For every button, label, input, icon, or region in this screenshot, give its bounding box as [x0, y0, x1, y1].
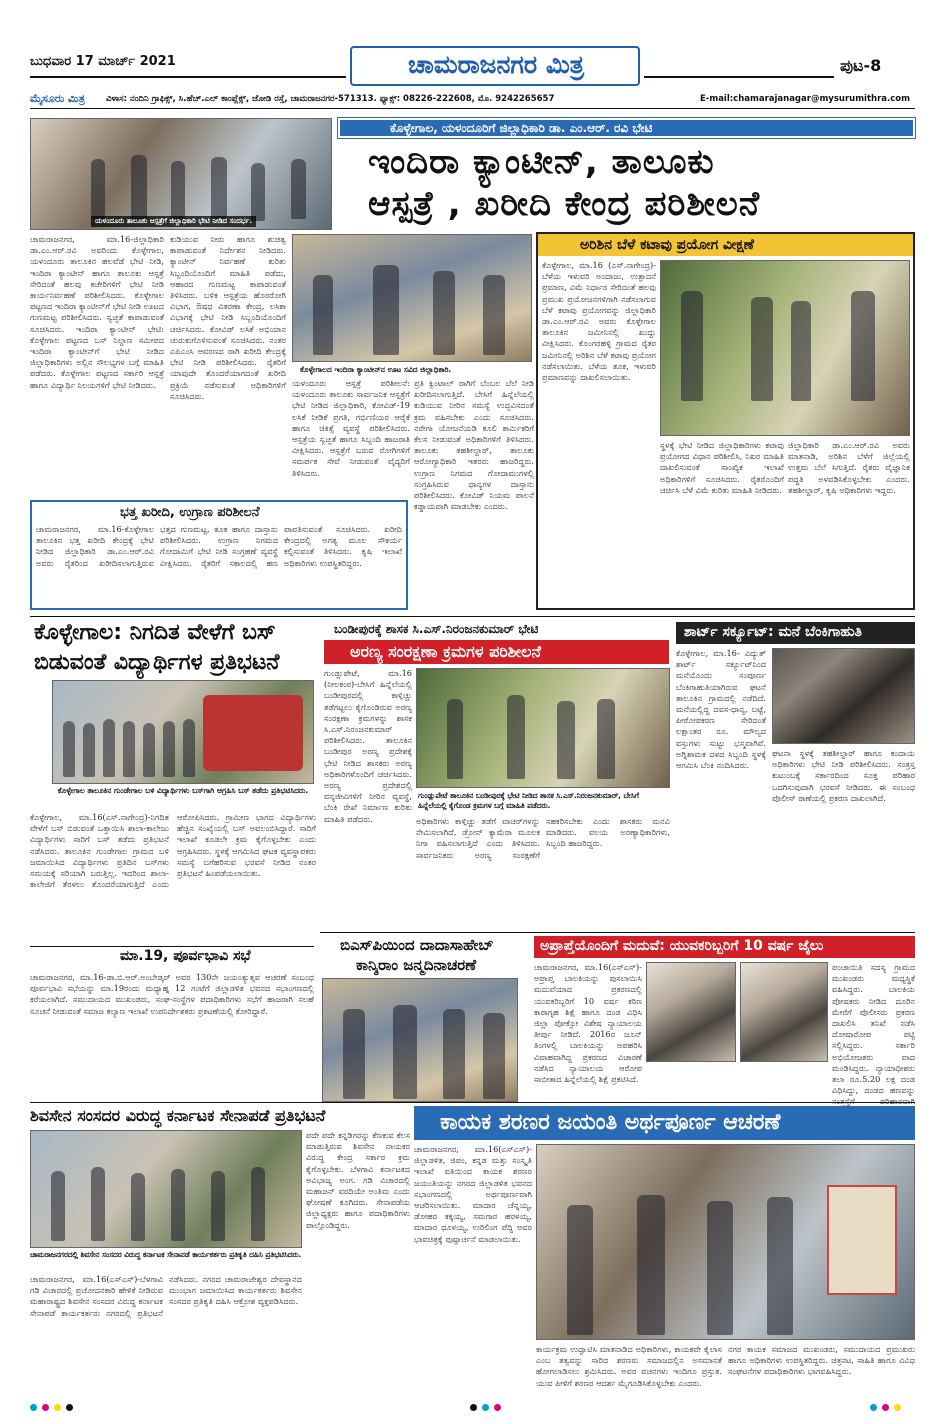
masthead-rule-right	[644, 76, 834, 78]
fire-photo	[772, 648, 915, 744]
shivsena-photo	[30, 1130, 302, 1248]
turmeric-text-1: ಕೊಳ್ಳೇಗಾಲ, ಮಾ.16 (ಎಸ್.ನಾಗೇಂದ್ರ)-ಬೆಳೆಯ ಇಳುವರಿ ಅಂದಾಜು, ಉತ್ಪಾದನೆ ಪ್ರಮಾಣ, ವಿಮೆ ನಿರ್ಧಾರ ಸೇರಿದಂತೆ ಹಲವು ಪ್ರಮುಖ ಪ್ರಯೋಜನಗಳಿಗಾಗಿ ನಡೆಸಲಾಗುವ ಬೆಳೆ ಕಟಾವು ಪ್ರಯೋಗವನ್ನು ಜಿಲ್ಲಾಧಿಕಾರಿ ಡಾ.ಎಂ.ಆರ್.ರವಿ ಅವರು ಕೊಳ್ಳೇಗಾಲ ತಾಲೂಕಿನ ಜಮೀನಿನಲ್ಲಿ ಖುದ್ದು ವೀಕ್ಷಿಸಿದರು. ಕೊಂಗರಹಳ್ಳಿ ಗ್ರಾಮದ ರೈತರ ಜಮೀನಿನಲ್ಲಿ ಅರಿಶಿನ ಬೆಳೆ ಕಟಾವು ಪ್ರಯೋಗ ನಡೆಸಲಾಯಿತು. ಬೆಳೆಯ ತೂಕ, ಇಳುವರಿ ಪ್ರಮಾಣವನ್ನು ದಾಖಲಿಸಲಾಯಿತು.	[542, 260, 656, 383]
kayaka-text-1: ಚಾಮರಾಜನಗರ, ಮಾ.16(ಎಸ್‌ಎಸ್)- ಜಿಲ್ಲಾಡಳಿತ, ಜಿಪಂ, ಕನ್ನಡ ಮತ್ತು ಸಂಸ್ಕೃತಿ ಇಲಾಖೆ ವತಿಯಿಂದ ಕಾಯಕ ಶರಣರ ಜಯಂತಿಯನ್ನು ನಗರದ ಜಿಲ್ಲಾಡಳಿತ ಭವನದ ಸಭಾಂಗಣದಲ್ಲಿ ಅರ್ಥಪೂರ್ಣವಾಗಿ ಆಚರಿಸಲಾಯಿತು. ಮಾದಾರ ಚೆನ್ನಯ್ಯ, ಡೋಹರ ಕಕ್ಕಯ್ಯ, ಸಮಗಾರ ಹರಳಯ್ಯ, ಮಾದಾರ ಧೂಳಯ್ಯ, ಉರಿಲಿಂಗ ಪೆದ್ದಿ ಅವರ ಭಾವಚಿತ್ರಕ್ಕೆ ಪುಷ್ಪಾರ್ಚನೆ ಮಾಡಲಾಯಿತು.	[414, 1144, 532, 1244]
bsp-headline-1: ಬಿಎಸ್‌ಪಿಯಿಂದ ದಾದಾಸಾಹೇಬ್	[340, 936, 494, 954]
registration-mark	[42, 1404, 49, 1411]
marriage-text-2: ಪಂಚಾಯಿತಿ ಸದಸ್ಯ ಗ್ರಾಮದ ಮುಖಂಡರು ಮಧ್ಯಸ್ಥಿಕೆ ವಹಿಸಿದ್ದರು. ಬಾಲಕಿಯ ಪೋಷಕರು ನೀಡಿದ ದೂರಿನ ಮೇರೆಗೆ ಪೊಲೀಸರು ಪ್ರಕರಣ ದಾಖಲಿಸಿ ತನಿಖೆ ನಡೆಸಿ ದೋಷಾರೋಪ ಪಟ್ಟಿ ಸಲ್ಲಿಸಿದ್ದರು. ಸರ್ಕಾರಿ ಅಭಿಯೋಜಕರು ವಾದ ಮಂಡಿಸಿದ್ದರು. ನ್ಯಾಯಾಧೀಶರು ತಲಾ ರೂ.5.20 ಲಕ್ಷ ದಂಡ ವಿಧಿಸಿದ್ದು, ದಂಡದ ಹಣವನ್ನು	[832, 962, 915, 1096]
registration-mark	[470, 1404, 477, 1411]
kayaka-text-2: ಕಾರ್ಯಕ್ರಮ ಉದ್ಘಾಟಿಸಿ ಮಾತನಾಡಿದ ಅಧಿಕಾರಿಗಳು, ಕಾಯಕವೇ ಕೈಲಾಸ ಎಂಬ ತತ್ವವನ್ನು ಸಾರಿದ ಶರಣರು ಸಮಾಜದಲ್ಲಿನ ಅಸಮಾನತೆ ಹೋಗಲಾಡಿಸಲು ಶ್ರಮಿಸಿದರು. ಅವರ ವಚನಗಳು ಇಂದಿಗೂ ಪ್ರಸ್ತುತ. ಯುವ ಪೀಳಿಗೆ ಶರಣರ ಆದರ್ಶ ಮೈಗೂಡಿಸಿಕೊಳ್ಳಬೇಕು ಎಂದರು.	[536, 1344, 722, 1388]
registration-mark	[870, 1404, 877, 1411]
turmeric-text-2: ಸ್ಥಳಕ್ಕೆ ಭೇಟಿ ನೀಡಿದ ಜಿಲ್ಲಾಧಿಕಾರಿಗಳು ಕಟಾವು ಪ್ರಯೋಗದ ವಿಧಾನ ಪರಿಶೀಲಿಸಿ, ನಿಖರ ಮಾಹಿತಿ ದಾಖಲಿಸುವಂತೆ ಸಾಂಖ್ಯಿಕ ಇಲಾಖೆ ಅಧಿಕಾರಿಗಳಿಗೆ ಸೂಚಿಸಿದರು. ರೈತರೊಂದಿಗೆ ಚರ್ಚಿಸಿ ಬೆಳೆ ವಿಮೆ ಕುರಿತು ಮಾಹಿತಿ ನೀಡಿದರು.	[660, 440, 784, 495]
shivsena-text-2: ಪದೇ ಪದೇ ಕನ್ನಡಿಗರನ್ನು ಕೆಣಕುವ ಕೆಲಸ ಮಾಡುತ್ತಿರುವ ಶಿವಸೇನ ನಾಯಕರ ವಿರುದ್ಧ ಕೇಂದ್ರ ಸರ್ಕಾರ ಕ್ರಮ ಕೈಗೊಳ್ಳಬೇಕು. ಬೆಳಗಾವಿ ಕರ್ನಾಟಕದ ಅವಿಭಾಜ್ಯ ಅಂಗ. ಗಡಿ ವಿಚಾರದಲ್ಲಿ ಮಹಾಜನ್ ವರದಿಯೇ ಅಂತಿಮ ಎಂದು ಘೋಷಣೆ ಕೂಗಿದರು. ಸೇನಾಪಡೆಯ ಜಿಲ್ಲಾಧ್ಯಕ್ಷರು ಹಾಗೂ ಪದಾಧಿಕಾರಿಗಳು ಪಾಲ್ಗೊಂಡಿದ್ದರು.	[306, 1130, 410, 1230]
turmeric-photo	[660, 260, 910, 436]
accused-photo-1	[646, 962, 736, 1062]
forest-photo	[416, 668, 670, 788]
lead-photo-caption: ಯಳಂದೂರು ತಾಲೂಕು ಆಸ್ಪತ್ರೆಗೆ ಜಿಲ್ಲಾಧಿಕಾರಿ ಭೇಟಿ ನೀಡಿದ ಸಂದರ್ಭ.	[91, 216, 256, 227]
shivsena-text-1: ಚಾಮರಾಜನಗರ, ಮಾ.16(ಎಸ್‌ಎಸ್)-ಬೆಳಗಾವಿ ಗಡಿ ವಿಚಾರದಲ್ಲಿ ಪ್ರಚೋದನಕಾರಿ ಹೇಳಿಕೆ ನೀಡಿರುವ ಮಹಾರಾಷ್ಟ್ರದ ಶಿವಸೇನ ಸಂಸದರ ವಿರುದ್ಧ ಕರ್ನಾಟಕ ಸೇನಾಪಡೆ ಕಾರ್ಯಕರ್ತರು ನಗರದಲ್ಲಿ ಪ್ರತಿಭಟನೆ ನಡೆಸಿದರು. ನಗರದ ಚಾಮರಾಜೇಶ್ವರ ದೇವಸ್ಥಾನದ ಮುಂಭಾಗ ಜಮಾಯಿಸಿದ ಕಾರ್ಯಕರ್ತರು ಶಿವಸೇನ ಸಂಸದರ ಪ್ರತಿಕೃತಿ ದಹಿಸಿ ಆಕ್ರೋಶ ವ್ಯಕ್ತಪಡಿಸಿದರು.	[30, 1274, 302, 1318]
lead-headline-2: ಆಸ್ಪತ್ರೆ , ಖರೀದಿ ಕೇಂದ್ರ ಪರಿಶೀಲನೆ	[368, 184, 761, 224]
kayaka-text-3: ನಗರ ಕಾಯಕ ಸಮಾಜದ ಮುಖಂಡರು, ಸಮುದಾಯದ ಪ್ರಮುಖರು ಹಾಗೂ ಅಧಿಕಾರಿಗಳು ಉಪಸ್ಥಿತರಿದ್ದರು. ಚಿತ್ರನಟ, ಸಾಹಿತಿ ಹಾಗೂ ವಿವಿಧ ಸಂಘಟನೆಗಳ ಪದಾಧಿಕಾರಿಗಳು ಭಾಗವಹಿಸಿದ್ದರು.	[728, 1344, 915, 1377]
forest-text-2: ಅಧಿಕಾರಿಗಳು ಕಾಳ್ಗಿಚ್ಚು ತಡೆಗೆ ವಾಚರ್‌ಗಳನ್ನು ನೇಮಿಸಲಾಗಿದೆ, ಡ್ರೋನ್ ಕ್ಯಾಮೆರಾ ಮೂಲಕ ನಿಗಾ ವಹಿಸಲಾಗುತ್ತಿದೆ ಎಂದು ತಿಳಿಸಿದರು. ಸಾರ್ವಜನಿಕರು ಅರಣ್ಯ ಸಂರಕ್ಷಣೆಗೆ ಸಹಕರಿಸಬೇಕು ಎಂದು ಶಾಸಕರು ಮನವಿ ಮಾಡಿದರು. ವಲಯ ಅರಣ್ಯಾಧಿಕಾರಿಗಳು, ಸಿಬ್ಬಂದಿ ಹಾಜರಿದ್ದರು.	[416, 816, 670, 860]
registration-mark	[494, 1404, 501, 1411]
registration-mark	[30, 1404, 37, 1411]
lead-col-3: ಯಳಂದೂರು ಆಸ್ಪತ್ರೆ ಪರಿಶೀಲನೆ: ಯಳಂದೂರು ತಾಲೂಕು ಸಾರ್ವಜನಿಕ ಆಸ್ಪತ್ರೆಗೆ ಭೇಟಿ ನೀಡಿದ ಜಿಲ್ಲಾಧಿಕಾರಿ, ಕೋವಿಡ್-19 ಲಸಿಕೆ ನೀಡಿಕೆ ಪ್ರಗತಿ, ಗರ್ಭಿಣಿಯರ ಆರೈಕೆ ಹಾಗೂ ಚಿಕಿತ್ಸೆ ವ್ಯವಸ್ಥೆ ಪರಿಶೀಲಿಸಿದರು. ಆಸ್ಪತ್ರೆಯ ಸ್ವಚ್ಛತೆ ಹಾಗೂ ಸಿಬ್ಬಂದಿ ಹಾಜರಾತಿ ವೀಕ್ಷಿಸಿದರು. ಆಸ್ಪತ್ರೆಗೆ ಬರುವ ರೋಗಿಗಳಿಗೆ ಸಮರ್ಪಕ ಸೇವೆ ನೀಡುವಂತೆ ವೈದ್ಯರಿಗೆ ತಿಳಿಸಿದರು.	[292, 378, 410, 478]
registration-mark	[482, 1404, 489, 1411]
forest-caption: ಗುಂಡ್ಲುಪೇಟೆ ತಾಲೂಕಿನ ಬಂಡೀಪುರಕ್ಕೆ ಭೇಟಿ ನೀಡಿದ ಶಾಸಕ ಸಿ.ಎಸ್.ನಿರಂಜನಕುಮಾರ್, ಬೇಸಿಗೆ ಹಿನ್ನೆಲೆಯಲ್ಲಿ ಕೈಗೊಂಡ ಕ್ರಮಗಳ ಬಗ್ಗೆ ಮಾಹಿತಿ ಪಡೆದರು.	[418, 791, 639, 810]
page-number: ಪುಟ-8	[840, 56, 882, 75]
bsp-photo	[322, 978, 518, 1102]
forest-text-1: ಗುಂಡ್ಲುಪೇಟೆ, ಮಾ.16 (ನೀಲಕಂಠ)-ಬೇಸಿಗೆ ಹಿನ್ನೆಲೆಯಲ್ಲಿ ಬಂಡೀಪುರದಲ್ಲಿ ಕಾಳ್ಗಿಚ್ಚು ತಡೆಗಟ್ಟಲು ಕೈಗೊಂಡಿರುವ ಅರಣ್ಯ ಸಂರಕ್ಷಣಾ ಕ್ರಮಗಳನ್ನು ಶಾಸಕ ಸಿ.ಎಸ್.ನಿರಂಜನಕುಮಾರ್ ಪರಿಶೀಲಿಸಿದರು. ತಾಲೂಕಿನ ಬಂಡೀಪುರ ಅರಣ್ಯ ಪ್ರದೇಶಕ್ಕೆ ಭೇಟಿ ನೀಡಿದ ಶಾಸಕರು ಅರಣ್ಯ ಅಧಿಕಾರಿಗಳೊಂದಿಗೆ ಚರ್ಚಿಸಿದರು. ಅರಣ್ಯ ಪ್ರದೇಶದಲ್ಲಿ ವನ್ಯಜೀವಿಗಳಿಗೆ ನೀರಿನ ವ್ಯವಸ್ಥೆ, ಬೆಂಕಿ ರೇಖೆ ನಿರ್ಮಾಣ ಕುರಿತು ಮಾಹಿತಿ ಪಡೆದರು.	[324, 668, 412, 824]
issue-date: ಬುಧವಾರ 17 ಮಾರ್ಚ್ 2021	[30, 54, 176, 69]
canteen-photo-caption: ಕೊಳ್ಳೇಗಾಲದ ಇಂದಿರಾ ಕ್ಯಾಂಟೀನ್‌ನ ಊಟ ಸವಿದ ಜಿಲ್ಲಾಧಿಕಾರಿ.	[300, 365, 452, 374]
shivsena-caption: ಚಾಮರಾಜನಗರದಲ್ಲಿ ಶಿವಸೇನ ಸಂಸದರ ವಿರುದ್ಧ ಕರ್ನಾಟಕ ಸೇನಾಪಡೆ ಕಾರ್ಯಕರ್ತರು ಪ್ರತಿಕೃತಿ ದಹಿಸಿ ಪ್ರತಿಭಟಿಸಿದರು.	[30, 1250, 302, 1259]
masthead-bottom-rule	[30, 108, 915, 109]
lead-kicker: ಕೊಳ್ಳೇಗಾಲ, ಯಳಂದೂರಿಗೆ ಜಿಲ್ಲಾಧಿಕಾರಿ ಡಾ. ಎಂ.ಆರ್. ರವಿ ಭೇಟಿ	[390, 121, 653, 135]
registration-mark	[54, 1404, 61, 1411]
meeting-headline: ಮಾ.19, ಪೂರ್ವಭಾವಿ ಸಭೆ	[120, 948, 251, 964]
turmeric-text-3: ಜಿಲ್ಲಾಧಿಕಾರಿ ಡಾ.ಎಂ.ಆರ್.ರವಿ ಅವರು ಮಾತನಾಡಿ, ಅರಿಶಿನ ಬೆಳೆಗೆ ಜಿಲ್ಲೆಯಲ್ಲಿ ಉತ್ತಮ ಬೆಲೆ ಸಿಗುತ್ತಿದೆ. ರೈತರು ವೈಜ್ಞಾನಿಕ ಪದ್ಧತಿ ಅಳವಡಿಸಿಕೊಳ್ಳಬೇಕು ಎಂದರು. ತಹಶೀಲ್ದಾರ್, ಕೃಷಿ ಅಧಿಕಾರಿಗಳು ಇದ್ದರು.	[788, 440, 910, 495]
publisher-address: ವಿಳಾಸ: ನಂದಿನಿ ಗ್ರಾಫಿಕ್ಸ್, ಸಿ.ಹೆಚ್.ಎಲ್ ಕಾಂಪ್ಲೆಕ್ಸ್, ಜೋಡಿ ರಸ್ತೆ, ಚಾಮರಾಜನಗರ-571313. ಫ್ಯಾಕ್ಸ್: 08226-222608, ಮೊ. 9242265657	[106, 94, 555, 104]
turmeric-title: ಅರಿಶಿನ ಬೆಳೆ ಕಟಾವು ಪ್ರಯೋಗ ವೀಕ್ಷಣೆ	[580, 237, 754, 253]
paper-name: ಚಾಮರಾಜನಗರ ಮಿತ್ರ	[407, 50, 585, 79]
registration-mark	[66, 1404, 73, 1411]
row2-bottom-rule	[320, 932, 915, 933]
bsp-headline-2: ಕಾನ್ಶಿರಾಂ ಜನ್ಮದಿನಾಚರಣೆ	[356, 956, 477, 974]
fire-text-1: ಕೊಳ್ಳೇಗಾಲ, ಮಾ.16- ವಿದ್ಯುತ್ ಶಾರ್ಟ್ ಸರ್ಕ್ಯೂಟ್‌ನಿಂದ ಮನೆಯೊಂದು ಸಂಪೂರ್ಣ ಬೆಂಕಿಗಾಹುತಿಯಾಗಿರುವ ಘಟನೆ ತಾಲೂಕಿನ ಗ್ರಾಮದಲ್ಲಿ ನಡೆದಿದೆ. ಮನೆಯಲ್ಲಿದ್ದ ದವಸ-ಧಾನ್ಯ, ಬಟ್ಟೆ, ಪೀಠೋಪಕರಣ ಸೇರಿದಂತೆ ಲಕ್ಷಾಂತರ ರೂ. ಮೌಲ್ಯದ ವಸ್ತುಗಳು ಸುಟ್ಟು ಭಸ್ಮವಾಗಿವೆ. ಅಗ್ನಿಶಾಮಕ ದಳದ ಸಿಬ್ಬಂದಿ ಸ್ಥಳಕ್ಕೆ ಆಗಮಿಸಿ ಬೆಂಕಿ ನಂದಿಸಿದರು.	[676, 648, 766, 771]
bus-headline-2: ಬಿಡುವಂತೆ ವಿದ್ಯಾರ್ಥಿಗಳ ಪ್ರತಿಭಟನೆ	[34, 650, 280, 675]
bus-headline-1: ಕೊಳ್ಳೇಗಾಲ: ನಿಗದಿತ ವೇಳೆಗೆ ಬಸ್	[34, 620, 276, 645]
accused-photo-2	[740, 962, 828, 1062]
marriage-text-1: ಚಾಮರಾಜನಗರ, ಮಾ.16(ಎಸ್‌ಎಸ್)-ಅಪ್ರಾಪ್ತ ಬಾಲಕಿಯನ್ನು ಪುಸಲಾಯಿಸಿ ಮದುವೆಯಾದ ಪ್ರಕರಣದಲ್ಲಿ ಯುವಕರಿಬ್ಬರಿಗೆ 10 ವರ್ಷ ಕಠಿಣ ಕಾರಾಗೃಹ ಶಿಕ್ಷೆ ಹಾಗೂ ದಂಡ ವಿಧಿಸಿ ಜಿಲ್ಲಾ ಪೋಕ್ಸೋ ವಿಶೇಷ ನ್ಯಾಯಾಲಯ ತೀರ್ಪು ನೀಡಿದೆ. 2016ರ ಜೂನ್ ತಿಂಗಳಲ್ಲಿ ಬಾಲಕಿಯನ್ನು ಅಪಹರಿಸಿ ವಿವಾಹವಾಗಿದ್ದ ಪ್ರಕರಣದ ವಿಚಾರಣೆ ನಡೆಸಿದ ನ್ಯಾಯಾಲಯ ಆರೋಪ ಸಾಬೀತಾದ ಹಿನ್ನೆಲೆಯಲ್ಲಿ ಶಿಕ್ಷೆ ಪ್ರಕಟಿಸಿದೆ.	[534, 962, 642, 1085]
forest-kicker: ಬಂಡೀಪುರಕ್ಕೆ ಶಾಸಕ ಸಿ.ಎಸ್.ನಿರಂಜನಕುಮಾರ್ ಭೇಟಿ	[334, 622, 539, 636]
row3-bottom-rule	[30, 1102, 915, 1103]
kayaka-headline: ಕಾಯಕ ಶರಣರ ಜಯಂತಿ ಅರ್ಥಪೂರ್ಣ ಆಚರಣೆ	[440, 1110, 781, 1135]
publisher-email: E-mail:chamarajanagar@mysurumithra.com	[700, 94, 910, 104]
registration-mark	[882, 1404, 889, 1411]
fire-text-2: ಘಟನಾ ಸ್ಥಳಕ್ಕೆ ತಹಶೀಲ್ದಾರ್ ಹಾಗೂ ಕಂದಾಯ ಅಧಿಕಾರಿಗಳು ಭೇಟಿ ನೀಡಿ ಪರಿಶೀಲಿಸಿದರು. ಸಂತ್ರಸ್ತ ಕುಟುಂಬಕ್ಕೆ ಸರ್ಕಾರದಿಂದ ಸೂಕ್ತ ಪರಿಹಾರ ಒದಗಿಸುವುದಾಗಿ ಭರವಸೆ ನೀಡಿದರು. ಈ ಸಂಬಂಧ ಪೊಲೀಸ್ ಠಾಣೆಯಲ್ಲಿ ಪ್ರಕರಣ ದಾಖಲಾಗಿದೆ.	[772, 748, 915, 803]
meeting-text: ಚಾಮರಾಜನಗರ, ಮಾ.16-ಡಾ.ಬಿ.ಆರ್.ಅಂಬೇಡ್ಕರ್ ಅವರ 130ನೇ ಜಯಂತ್ಯುತ್ಸವ ಆಚರಣೆ ಸಂಬಂಧ ಪೂರ್ವಭಾವಿ ಸಭೆಯನ್ನು ಮಾ.19ರಂದು ಮಧ್ಯಾಹ್ನ 12 ಗಂಟೆಗೆ ಜಿಲ್ಲಾಡಳಿತ ಭವನದ ಸಭಾಂಗಣದಲ್ಲಿ ಕರೆಯಲಾಗಿದೆ. ಸಮುದಾಯದ ಮುಖಂಡರು, ಸಂಘ-ಸಂಸ್ಥೆಗಳ ಪದಾಧಿಕಾರಿಗಳು ಸಭೆಗೆ ಹಾಜರಾಗಿ ಸಲಹೆ ಸೂಚನೆ ನೀಡುವಂತೆ ಸಮಾಜ ಕಲ್ಯಾಣ ಇಲಾಖೆ ಉಪನಿರ್ದೇಶಕರು ಪ್ರಕಟಣೆಯಲ್ಲಿ ಕೋರಿದ್ದಾರೆ.	[30, 972, 314, 1016]
masthead	[0, 0, 945, 116]
lead-col-4: ಪ್ರತಿ ಕ್ವಿಂಟಾಲ್ ರಾಗಿಗೆ ಬೆಂಬಲ ಬೆಲೆ ನೀಡಿ ಖರೀದಿಸಲಾಗುತ್ತಿದೆ. ಬೇಸಿಗೆ ಹಿನ್ನೆಲೆಯಲ್ಲಿ ಕುಡಿಯುವ ನೀರಿನ ಸಮಸ್ಯೆ ಉದ್ಭವಿಸದಂತೆ ಕ್ರಮ ವಹಿಸಬೇಕು ಎಂದು ಸೂಚಿಸಿದರು. ನರೇಗಾ ಯೋಜನೆಯಡಿ ಕೂಲಿ ಕಾರ್ಮಿಕರಿಗೆ ಕೆಲಸ ನೀಡುವಂತೆ ಅಧಿಕಾರಿಗಳಿಗೆ ತಿಳಿಸಿದರು. ತಾಲೂಕು ತಹಶೀಲ್ದಾರ್, ತಾಲೂಕು ಆರೋಗ್ಯಾಧಿಕಾರಿ ಇತರರು ಹಾಜರಿದ್ದರು. ಉಗ್ರಾಣ ನಿಗಮದ ಗೋದಾಮುಗಳಲ್ಲಿ ಸಂಗ್ರಹಿಸಿರುವ ಧಾನ್ಯಗಳ ದಾಸ್ತಾನು ಪರಿಶೀಲಿಸಿದರು. ಕೋವಿಡ್ ನಿಯಮ ಪಾಲನೆ ಕಡ್ಡಾಯವಾಗಿ ಮಾಡಬೇಕು ಎಂದರು.	[414, 378, 534, 512]
lead-headline-1: ಇಂದಿರಾ ಕ್ಯಾಂಟೀನ್, ತಾಲೂಕು	[368, 142, 715, 182]
bus-caption: ಕೊಳ್ಳೇಗಾಲ ತಾಲೂಕಿನ ಗುಂಡೇಗಾಲ ಬಳಿ ವಿದ್ಯಾರ್ಥಿಗಳು ಬಸ್‌ಗಾಗಿ ಆಗ್ರಹಿಸಿ ಬಸ್ ತಡೆದು ಪ್ರತಿಭಟಿಸಿದರು.	[57, 786, 309, 795]
fire-headline: ಶಾರ್ಟ್ ಸರ್ಕ್ಯೂಟ್: ಮನೆ ಬೆಂಕಿಗಾಹುತಿ	[684, 624, 862, 640]
registration-mark	[894, 1404, 901, 1411]
lead-photo	[30, 118, 332, 230]
paddy-title: ಭತ್ತ ಖರೀದಿ, ಉಗ್ರಾಣ ಪರಿಶೀಲನೆ	[120, 505, 260, 520]
lead-col-2: ಕುಡಿಯುವ ನೀರು ಹಾಗೂ ಶುಚಿತ್ವ ಕಾಪಾಡುವಂತೆ ನಿರ್ದೇಶನ ನೀಡಿದರು. ಕ್ಯಾಂಟೀನ್ ನಿರ್ವಹಣೆ ಕುರಿತು ಸಿಬ್ಬಂದಿಯೊಂದಿಗೆ ಮಾಹಿತಿ ಪಡೆದು, ಆಹಾರದ ಗುಣಮಟ್ಟ ಕಾಪಾಡುವಂತೆ ತಿಳಿಸಿದರು. ಬಳಿಕ ಆಸ್ಪತ್ರೆಯ ಹೊರರೋಗಿ ವಿಭಾಗ, ಔಷಧ ವಿತರಣಾ ಕೇಂದ್ರ, ಲಸಿಕಾ ವಿಭಾಗಕ್ಕೆ ಭೇಟಿ ನೀಡಿ ಸಿಬ್ಬಂದಿಯೊಂದಿಗೆ ಚರ್ಚಿಸಿದರು. ಕೋವಿಡ್ ಲಸಿಕೆ ಅಭಿಯಾನ ಚುರುಕುಗೊಳಿಸುವಂತೆ ಸೂಚಿಸಿದರು. ನಂತರ ಎಪಿಎಂಸಿ ಆವರಣದ ರಾಗಿ ಖರೀದಿ ಕೇಂದ್ರಕ್ಕೆ ಭೇಟಿ ನೀಡಿ ಪರಿಶೀಲಿಸಿದರು. ರೈತರಿಗೆ ಯಾವುದೇ ತೊಂದರೆಯಾಗದಂತೆ ಖರೀದಿ ಪ್ರಕ್ರಿಯೆ ನಡೆಸುವಂತೆ ಅಧಿಕಾರಿಗಳಿಗೆ ಸೂಚಿಸಿದರು.	[170, 234, 286, 401]
shivsena-headline: ಶಿವಸೇನ ಸಂಸದರ ವಿರುದ್ಧ ಕರ್ನಾಟಕ ಸೇನಾಪಡೆ ಪ್ರತಿಭಟನೆ	[30, 1106, 326, 1125]
canteen-photo	[292, 234, 532, 362]
publisher-logo: ಮೈಸೂರು ಮಿತ್ರ	[30, 92, 85, 105]
bus-text: ಕೊಳ್ಳೇಗಾಲ, ಮಾ.16(ಎಸ್.ನಾಗೇಂದ್ರ)-ನಿಗದಿತ ವೇಳೆಗೆ ಬಸ್ ಬಿಡುವಂತೆ ಒತ್ತಾಯಿಸಿ ಶಾಲಾ-ಕಾಲೇಜು ವಿದ್ಯಾರ್ಥಿಗಳು ಸಾರಿಗೆ ಬಸ್ ತಡೆದು ಪ್ರತಿಭಟನೆ ನಡೆಸಿದರು. ತಾಲೂಕಿನ ಗುಂಡೇಗಾಲ ಗ್ರಾಮದ ಬಳಿ ಜಮಾಯಿಸಿದ ವಿದ್ಯಾರ್ಥಿಗಳು ಪ್ರತಿದಿನ ಬಸ್‌ಗಳು ಸಮಯಕ್ಕೆ ಸರಿಯಾಗಿ ಬರುತ್ತಿಲ್ಲ. ಇದರಿಂದ ಶಾಲಾ-ಕಾಲೇಜಿಗೆ ತೆರಳಲು ತೊಂದರೆಯಾಗುತ್ತಿದೆ ಎಂದು ಆರೋಪಿಸಿದರು. ಗ್ರಾಮೀಣ ಭಾಗದ ವಿದ್ಯಾರ್ಥಿಗಳು ಹೆಚ್ಚಿನ ಸಂಖ್ಯೆಯಲ್ಲಿ ಬಸ್ ಅವಲಂಬಿಸಿದ್ದಾರೆ. ಸಾರಿಗೆ ಇಲಾಖೆ ಕೂಡಲೇ ಕ್ರಮ ಕೈಗೊಳ್ಳಬೇಕು ಎಂದು ಆಗ್ರಹಿಸಿದರು. ಸ್ಥಳಕ್ಕೆ ಆಗಮಿಸಿದ ಘಟಕ ವ್ಯವಸ್ಥಾಪಕರು ಸಮಸ್ಯೆ ಬಗೆಹರಿಸುವ ಭರವಸೆ ನೀಡಿದ ನಂತರ ಪ್ರತಿಭಟನೆ ಹಿಂಪಡೆಯಲಾಯಿತು.	[30, 812, 316, 890]
marriage-headline: ಅಪ್ರಾಪ್ತೆಯೊಂದಿಗೆ ಮದುವೆ: ಯುವಕರಿಬ್ಬರಿಗೆ 10 ವರ್ಷ ಜೈಲು	[540, 938, 824, 954]
masthead-rule	[30, 76, 346, 78]
paddy-text: ಚಾಮರಾಜನಗರ, ಮಾ.16-ಕೊಳ್ಳೇಗಾಲ ತಾಲೂಕಿನ ಭತ್ತ ಖರೀದಿ ಕೇಂದ್ರಕ್ಕೆ ಭೇಟಿ ನೀಡಿದ ಜಿಲ್ಲಾಧಿಕಾರಿ ಡಾ.ಎಂ.ಆರ್.ರವಿ ಅವರು ರೈತರಿಂದ ಖರೀದಿಸಲಾಗುತ್ತಿರುವ ಭತ್ತದ ಗುಣಮಟ್ಟ, ತೂಕ ಹಾಗೂ ದಾಸ್ತಾನು ಪರಿಶೀಲಿಸಿದರು. ಉಗ್ರಾಣ ನಿಗಮದ ಗೋದಾಮಿಗೆ ಭೇಟಿ ನೀಡಿ ಸಂಗ್ರಹಣೆ ವ್ಯವಸ್ಥೆ ವೀಕ್ಷಿಸಿದರು. ರೈತರಿಗೆ ಸಕಾಲದಲ್ಲಿ ಹಣ ಪಾವತಿಸುವಂತೆ ಸೂಚಿಸಿದರು. ಖರೀದಿ ಕೇಂದ್ರದಲ್ಲಿ ಅಗತ್ಯ ಮೂಲ ಸೌಕರ್ಯ ಕಲ್ಪಿಸುವಂತೆ ತಿಳಿಸಿದರು. ಕೃಷಿ ಇಲಾಖೆ ಅಧಿಕಾರಿಗಳು ಉಪಸ್ಥಿತರಿದ್ದರು.	[36, 524, 402, 568]
bus-photo	[52, 680, 314, 784]
lead-col-1: ಚಾಮರಾಜನಗರ, ಮಾ.16-ಜಿಲ್ಲಾಧಿಕಾರಿ ಡಾ.ಎಂ.ಆರ್.ರವಿ ಅವರಿಂದು ಕೊಳ್ಳೇಗಾಲ, ಯಳಂದೂರು ತಾಲೂಕಿನ ಹಲವೆಡೆ ಭೇಟಿ ನೀಡಿ, ಇಂದಿರಾ ಕ್ಯಾಂಟೀನ್ ಹಾಗೂ ತಾಲೂಕು ಆಸ್ಪತ್ರೆ ಸೇರಿದಂತೆ ಹಲವು ಕಚೇರಿಗಳಿಗೆ ಭೇಟಿ ನೀಡಿ ಕಾರ್ಯನಿರ್ವಹಣೆ ಪರಿಶೀಲಿಸಿದರು. ಕೊಳ್ಳೇಗಾಲ ಪಟ್ಟಣದ ಇಂದಿರಾ ಕ್ಯಾಂಟೀನ್‌ಗೆ ಭೇಟಿ ನೀಡಿ ಊಟದ ಗುಣಮಟ್ಟ ಪರಿಶೀಲಿಸಿದರು. ಸ್ವಚ್ಛತೆ ಕಾಪಾಡುವಂತೆ ಸೂಚಿಸಿದರು. ಇಂದಿರಾ ಕ್ಯಾಂಟೀನ್ ಭೇಟಿ: ಕೊಳ್ಳೇಗಾಲ ಪಟ್ಟಣದ ಬಸ್ ನಿಲ್ದಾಣ ಸಮೀಪದ ಇಂದಿರಾ ಕ್ಯಾಂಟೀನ್‌ಗೆ ಭೇಟಿ ನೀಡಿದ ಜಿಲ್ಲಾಧಿಕಾರಿಗಳು ಅಲ್ಲಿನ ಸೌಲಭ್ಯಗಳ ಬಗ್ಗೆ ಮಾಹಿತಿ ಪಡೆದರು. ಕೊಳ್ಳೇಗಾಲ ಪಟ್ಟಣದ ಸರ್ಕಾರಿ ಆಸ್ಪತ್ರೆ ಹಾಗೂ ವಿದ್ಯಾರ್ಥಿ ನಿಲಯಗಳಿಗೆ ಭೇಟಿ ನೀಡಿದರು.	[30, 234, 164, 390]
forest-headline: ಅರಣ್ಯ ಸಂರಕ್ಷಣಾ ಕ್ರಮಗಳ ಪರಿಶೀಲನೆ	[350, 642, 542, 661]
kayaka-photo	[536, 1144, 915, 1340]
row1-bottom-rule	[30, 616, 915, 617]
